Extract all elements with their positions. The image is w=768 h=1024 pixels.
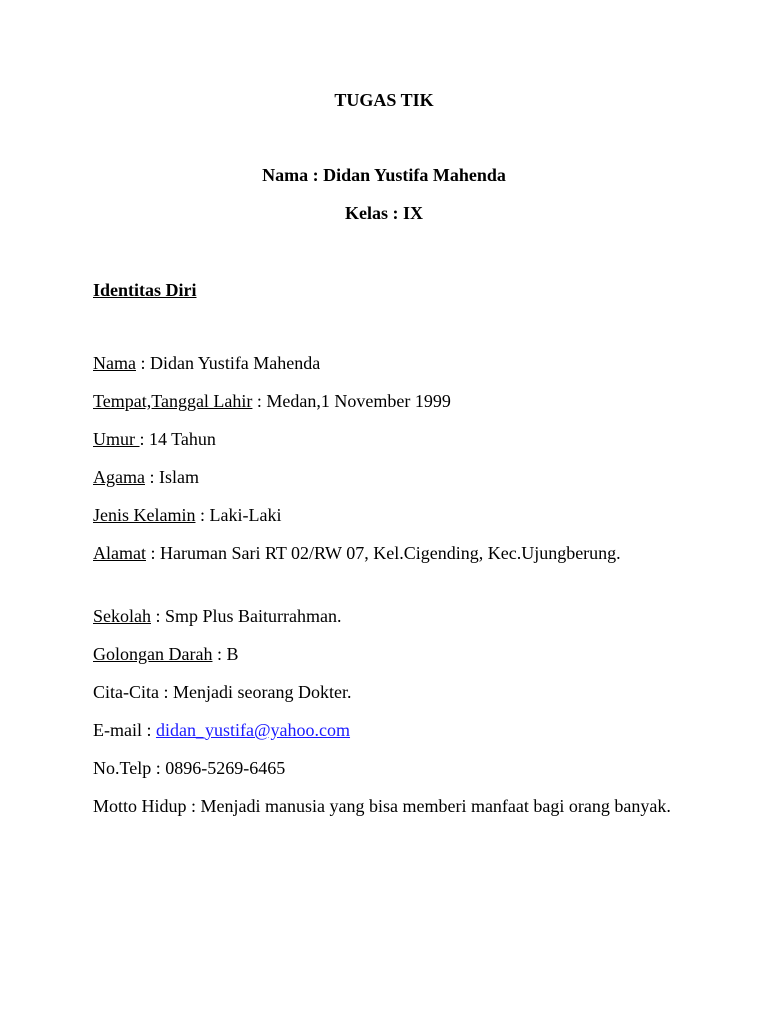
field-value: : Medan,1 November 1999 <box>252 391 451 411</box>
field-label: Umur <box>93 429 140 449</box>
email-link[interactable]: didan_yustifa@yahoo.com <box>155 720 351 740</box>
field-nama <box>93 350 673 376</box>
field-sekolah <box>93 603 673 629</box>
field-label: Nama <box>93 353 136 373</box>
field-alamat <box>93 540 673 566</box>
section-heading-identitas: Identitas Diri <box>93 280 197 300</box>
field-value: : 14 Tahun <box>139 429 216 449</box>
field-label: Jenis Kelamin <box>93 505 196 525</box>
student-class-heading: Kelas : IX <box>345 203 423 223</box>
field-value: : Laki-Laki <box>195 505 282 525</box>
field-value: : Smp Plus Baiturrahman. <box>151 606 342 626</box>
field-umur <box>93 426 673 452</box>
field-label: Alamat <box>93 543 146 563</box>
field-no-telp: No.Telp : 0896-5269-6465 <box>93 758 286 778</box>
field-cita-cita: Cita-Cita : Menjadi seorang Dokter. <box>93 682 352 702</box>
field-email <box>93 717 673 743</box>
field-value: : Haruman Sari RT 02/RW 07, Kel.Cigending, Kec.Ujungberung. <box>145 543 621 563</box>
field-value: : Didan Yustifa Mahenda <box>135 353 321 373</box>
document-title: TUGAS TIK <box>334 90 434 110</box>
field-tempat-tanggal-lahir <box>93 388 673 414</box>
field-motto-hidup: Motto Hidup : Menjadi manusia yang bisa memberi manfaat bagi orang banyak. <box>93 796 671 816</box>
field-golongan-darah <box>93 641 673 667</box>
field-agama <box>93 464 673 490</box>
field-label: Sekolah <box>93 606 151 626</box>
field-jenis-kelamin <box>93 502 673 528</box>
student-name-heading: Nama : Didan Yustifa Mahenda <box>262 165 506 185</box>
field-label: E-mail : <box>93 720 156 740</box>
field-label: Tempat,Tanggal Lahir <box>93 391 253 411</box>
field-label: Agama <box>93 467 145 487</box>
field-value: : Islam <box>144 467 199 487</box>
field-label: Golongan Darah <box>93 644 213 664</box>
field-value: : B <box>212 644 239 664</box>
